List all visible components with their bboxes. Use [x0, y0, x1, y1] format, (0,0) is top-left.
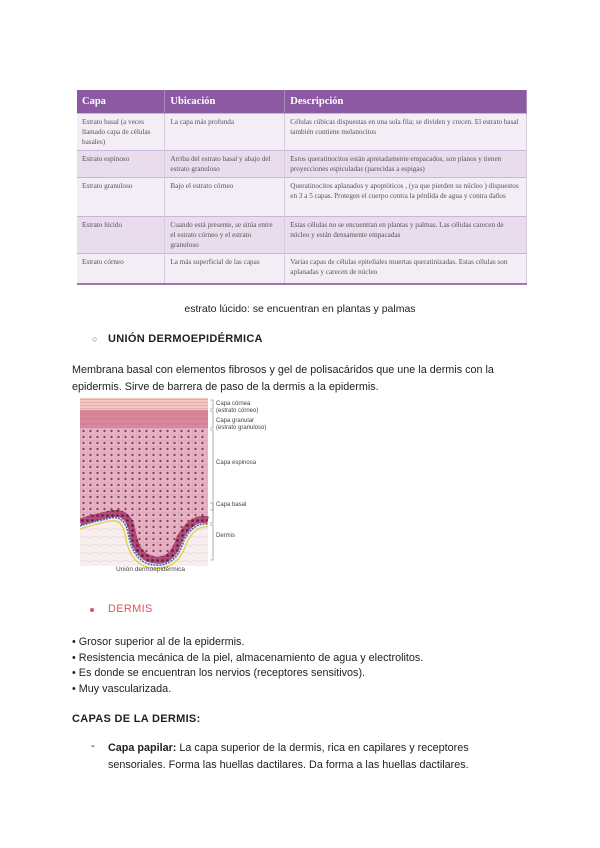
cell-descripcion: Estos queratinocitos están apretadamente empacados, son planos y tienen proyecciones espiculadas (parecidas a espigas): [285, 151, 527, 178]
bullet-dot-icon: [90, 608, 94, 612]
capa-papilar-item: [108, 740, 508, 773]
dermis-heading: DERMIS: [108, 603, 153, 615]
table-caption: estrato lúcido: se encuentran en plantas y palmas: [184, 303, 416, 315]
table-row: [77, 217, 527, 254]
cell-capa: Estrato córneo: [77, 254, 165, 284]
label-union-dermoepidermica: Unión dermoepidérmica: [116, 566, 186, 573]
label-dermis: Dermis: [216, 533, 235, 539]
cell-capa: Estrato espinoso: [77, 151, 165, 178]
cell-capa: Estrato basal (a veces llamado capa de células basales): [77, 114, 165, 151]
list-item: • Resistencia mecánica de la piel, almacenamiento de agua y electrolitos.: [72, 651, 424, 664]
label-capa-granular: Capa granular: [216, 418, 255, 424]
cell-descripcion: Estas células no se encuentran en plantas y palmas. Las células carecen de núcleo y están densamente empacadas: [285, 217, 527, 254]
cell-ubicacion: Cuando está presente, se sitúa entre el estrato córneo y el estrato granuloso: [165, 217, 285, 254]
table-header-row: [77, 90, 527, 114]
cell-ubicacion: La capa más profunda: [165, 114, 285, 151]
dash-bullet-icon: -: [91, 740, 95, 752]
label-capa-cornea: Capa córnea: [216, 401, 251, 407]
cell-descripcion: Células cúbicas dispuestas en una sola fila; se dividen y crecen. El estrato basal también contiene melanocitos: [285, 114, 527, 151]
capas-dermis-heading: CAPAS DE LA DERMIS:: [72, 713, 201, 725]
cell-ubicacion: Arriba del estrato basal y abajo del estrato granuloso: [165, 151, 285, 178]
header-capa: Capa: [77, 90, 165, 114]
cell-ubicacion: La más superficial de las capas: [165, 254, 285, 284]
skin-layers-figure: [80, 398, 290, 578]
list-item: • Muy vascularizada.: [72, 682, 172, 695]
cell-capa: Estrato lúcido: [77, 217, 165, 254]
label-estrato-granuloso: (estrato granuloso): [216, 425, 267, 431]
union-paragraph: Membrana basal con elementos fibrosos y gel de polisacáridos que une la dermis con la epidermis. Sirve de barrera de paso de la dermis a la epidermis.: [72, 364, 494, 393]
header-descripcion: Descripción: [285, 90, 527, 114]
capa-papilar-label: Capa papilar:: [108, 742, 177, 754]
hollow-bullet-icon: ○: [92, 334, 98, 344]
table-row: [77, 254, 527, 284]
label-capa-basal: Capa basal: [216, 502, 247, 508]
capa-papilar-text: La capa superior de la dermis, rica en capilares y receptores sensoriales. Forma las huellas dactilares. Da forma a las huellas dactilares.: [108, 742, 469, 771]
table-row: [77, 114, 527, 151]
label-capa-espinosa: Capa espinosa: [216, 460, 257, 466]
dermis-list: [72, 635, 423, 697]
header-ubicacion: Ubicación: [165, 90, 285, 114]
union-heading: UNIÓN DERMOEPIDÉRMICA: [108, 333, 263, 345]
cell-ubicacion: Bajo el estrato córneo: [165, 178, 285, 217]
table-row: [77, 151, 527, 178]
cell-descripcion: Queratinocitos aplanados y apoptóticos , (ya que pierden su núcleo ) dispuestos en 3 a 5 capas. Protegen el cuerpo contra la pérdida de agua y contra daños: [285, 178, 527, 217]
list-item: • Es donde se encuentran los nervios (receptores sensitivos).: [72, 667, 366, 679]
label-estrato-corneo: (estrato córneo): [216, 408, 259, 414]
table-row: [77, 178, 527, 217]
cell-descripcion: Varias capas de células epiteliales muertas queratinizadas. Estas células son aplanadas y carecen de núcleo: [285, 254, 527, 284]
list-item: • Grosor superior al de la epidermis.: [72, 636, 245, 648]
epidermis-layers-table: [77, 90, 527, 285]
cell-capa: Estrato granuloso: [77, 178, 165, 217]
